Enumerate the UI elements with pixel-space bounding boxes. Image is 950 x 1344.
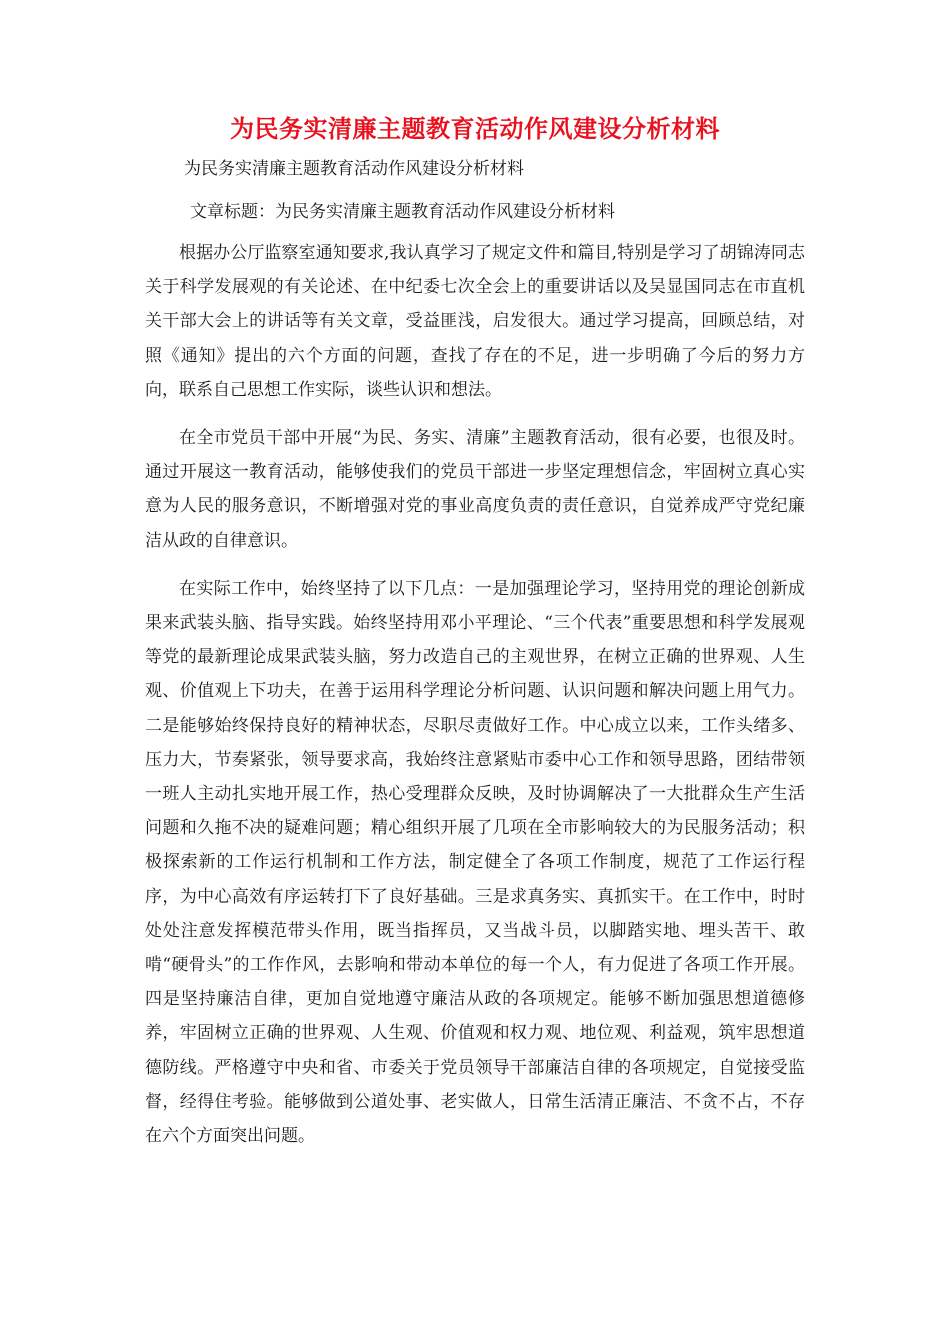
paragraph-3: 在实际工作中，始终坚持了以下几点：一是加强理论学习，坚持用党的理论创新成果来武装头脑、指导实践。始终坚持用邓小平理论、“三个代表”重要思想和科学发展观等党的最新理论成果武装头脑，努力改造自己的主观世界，在树立正确的世界观、人生观、价值观上下功夫，在善于运用科学理论分析问题、认识问题和解决问题上用气力。二是能够始终保持良好的精神状态，尽职尽责做好工作。中心成立以来，工作头绪多、压力大，节奏紧张，领导要求高，我始终注意紧贴市委中心工作和领导思路，团结带领一班人主动扎实地开展工作，热心受理群众反映，及时协调解决了一大批群众生产生活问题和久拖不决的疑难问题；精心组织开展了几项在全市影响较大的为民服务活动；积极探索新的工作运行机制和工作方法，制定健全了各项工作制度，规范了工作运行程序，为中心高效有序运转打下了良好基础。三是求真务实、真抓实干。在工作中，时时处处注意发挥模范带头作用，既当指挥员，又当战斗员，以脚踏实地、埋头苦干、敢啃“硬骨头”的工作作风，去影响和带动本单位的每一个人，有力促进了各项工作开展。四是坚持廉洁自律，更加自觉地遵守廉洁从政的各项规定。能够不断加强思想道德修养，牢固树立正确的世界观、人生观、价值观和权力观、地位观、利益观，筑牢思想道德防线。严格遵守中央和省、市委关于党员领导干部廉洁自律的各项规定，自觉接受监督，经得住考验。能够做到公道处事、老实做人，日常生活清正廉洁、不贪不占，不存在六个方面突出问题。	[145, 578, 805, 1147]
document-subtitle: 为民务实清廉主题教育活动作风建设分析材料	[184, 159, 524, 179]
article-title-value: 为民务实清廉主题教育活动作风建设分析材料	[275, 202, 615, 222]
article-title-line	[190, 198, 615, 226]
paragraph-2: 在全市党员干部中开展“为民、务实、清廉”主题教育活动，很有必要，也很及时。通过开展这一教育活动，能够使我们的党员干部进一步坚定理想信念，牢固树立真心实意为人民的服务意识，不断增强对党的事业高度负责的责任意识，自觉养成严守党纪廉洁从政的自律意识。	[145, 428, 805, 551]
paragraph-1: 根据办公厅监察室通知要求,我认真学习了规定文件和篇目,特别是学习了胡锦涛同志关于科学发展观的有关论述、在中纪委七次全会上的重要讲话以及吴显国同志在市直机关干部大会上的讲话等有关文章，受益匪浅，启发很大。通过学习提高，回顾总结，对照《通知》提出的六个方面的问题，查找了存在的不足，进一步明确了今后的努力方向，联系自己思想工作实际，谈些认识和想法。	[145, 243, 805, 400]
document-title: 为民务实清廉主题教育活动作风建设分析材料	[230, 115, 720, 143]
document-body	[145, 236, 805, 1167]
article-title-label: 文章标题：	[190, 202, 275, 222]
